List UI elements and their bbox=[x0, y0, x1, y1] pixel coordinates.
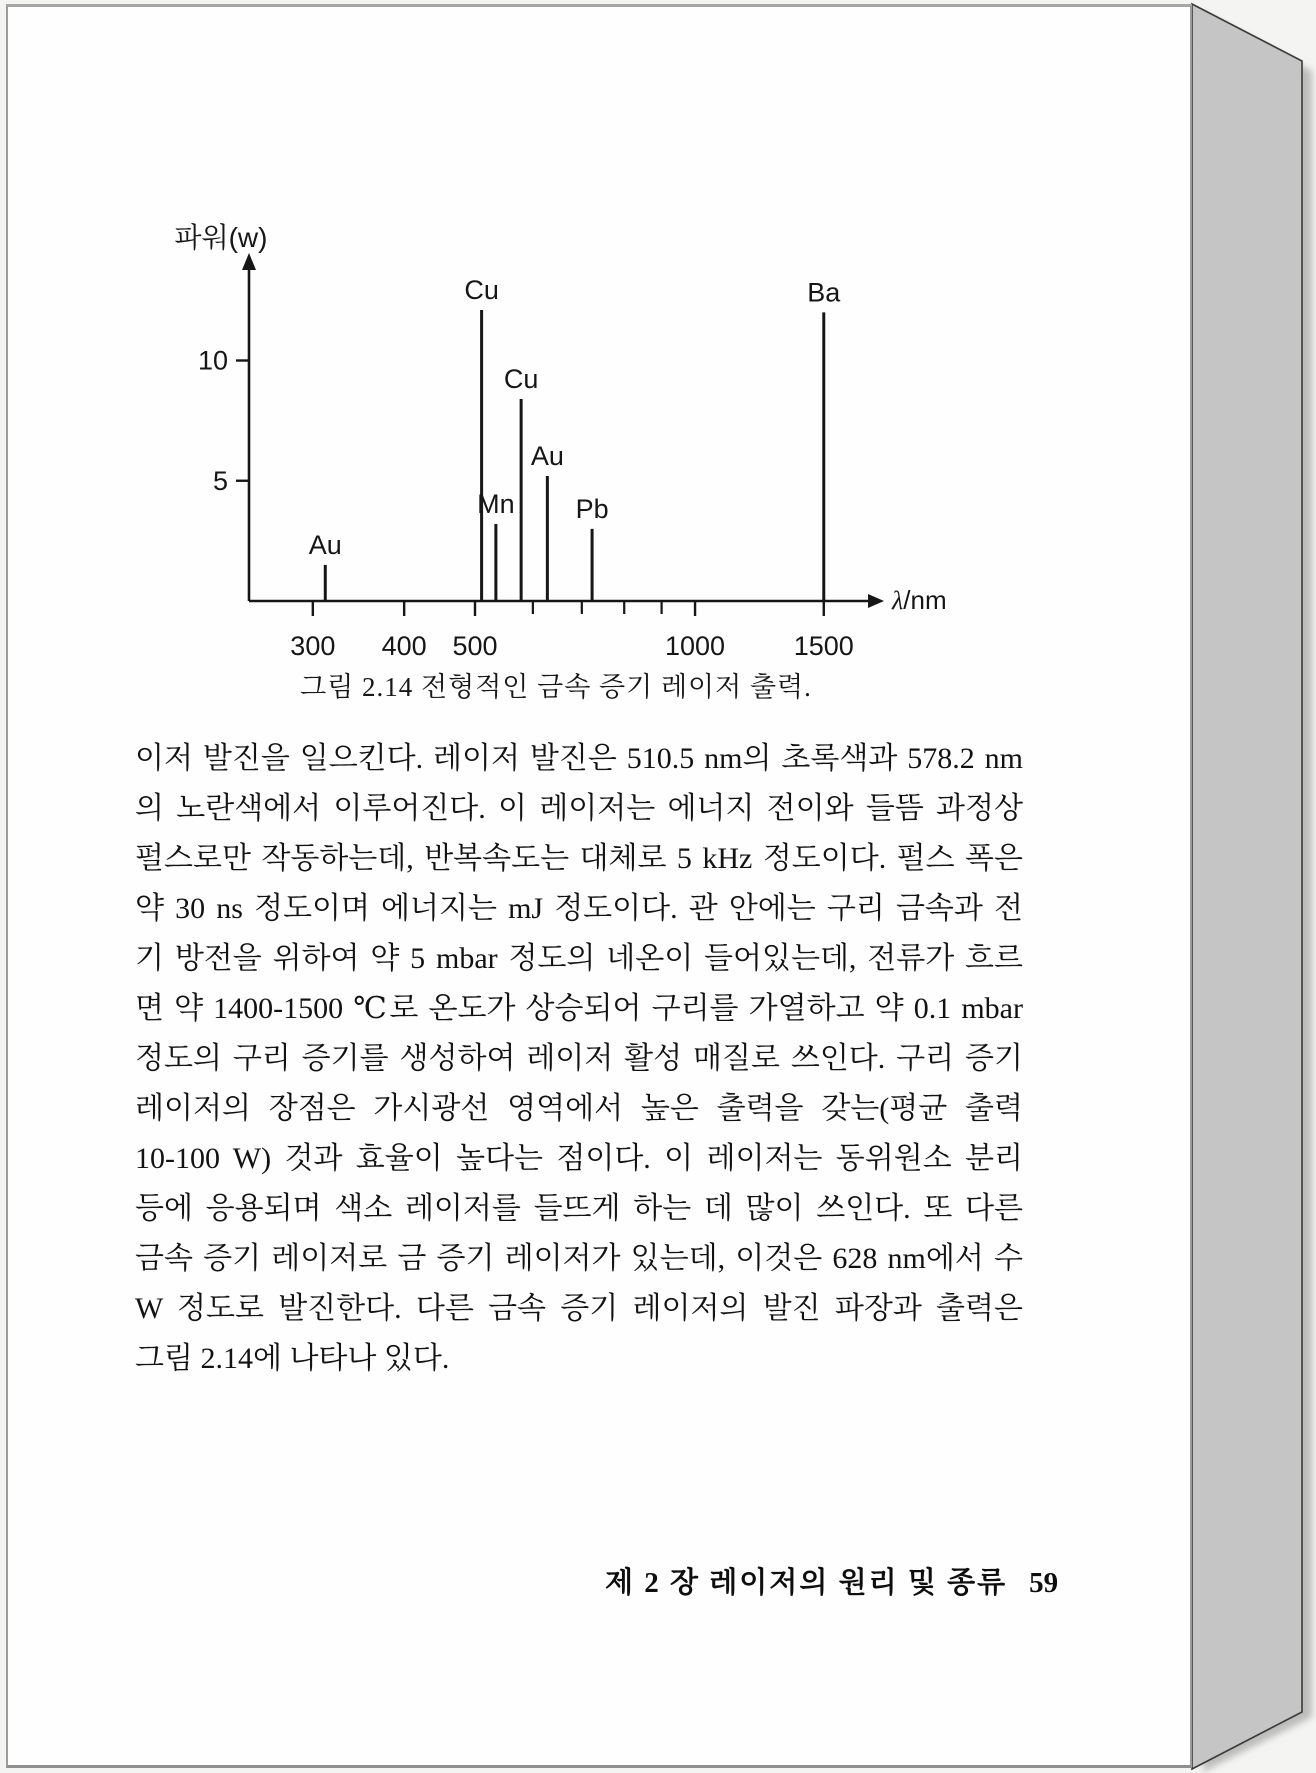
metal-vapor-laser-chart bbox=[8, 7, 1194, 727]
body-line: 10-100 W) 것과 효율이 높다는 점이다. 이 레이저는 동위원소 분리 bbox=[135, 1142, 1023, 1175]
chapter-title: 제 2 장 레이저의 원리 및 종류 bbox=[605, 1567, 1008, 1599]
x-tick-label: 1000 bbox=[665, 631, 726, 661]
page-number: 59 bbox=[1029, 1567, 1059, 1599]
body-line: 레이저의 장점은 가시광선 영역에서 높은 출력을 갖는(평균 출력 bbox=[135, 1092, 1023, 1125]
x-tick-label: 300 bbox=[290, 631, 336, 661]
book-page bbox=[6, 4, 1192, 1768]
body-line: 면 약 1400-1500 ℃로 온도가 상승되어 구리를 가열하고 약 0.1 mbar bbox=[135, 992, 1023, 1025]
x-tick-label: 1500 bbox=[793, 631, 854, 661]
body-line: 약 30 ns 정도이며 에너지는 mJ 정도이다. 관 안에는 구리 금속과 전 bbox=[135, 892, 1023, 925]
x-tick-label: 400 bbox=[381, 631, 427, 661]
x-tick-label: 500 bbox=[452, 631, 498, 661]
book-edge-face bbox=[1192, 4, 1302, 1769]
page-footer bbox=[605, 1560, 1058, 1601]
element-label-ba: Ba bbox=[807, 277, 841, 308]
figure-caption: 그림 2.14 전형적인 금속 증기 레이저 출력. bbox=[300, 672, 812, 702]
y-tick-label: 5 bbox=[212, 465, 228, 496]
element-label-au: Au bbox=[530, 440, 564, 471]
body-line: 이저 발진을 일으킨다. 레이저 발진은 510.5 nm의 초록색과 578.2 nm bbox=[135, 742, 1023, 775]
body-line: 기 방전을 위하여 약 5 mbar 정도의 네온이 들어있는데, 전류가 흐르 bbox=[135, 942, 1023, 975]
body-line: 금속 증기 레이저로 금 증기 레이저가 있는데, 이것은 628 nm에서 수 bbox=[135, 1242, 1023, 1275]
element-label-au: Au bbox=[308, 529, 342, 560]
body-line: 펄스로만 작동하는데, 반복속도는 대체로 5 kHz 정도이다. 펄스 폭은 bbox=[135, 842, 1023, 875]
body-line: 그림 2.14에 나타나 있다. bbox=[135, 1342, 450, 1375]
element-label-cu: Cu bbox=[503, 363, 539, 394]
element-label-mn: Mn bbox=[477, 489, 515, 520]
body-line: 등에 응용되며 색소 레이저를 들뜨게 하는 데 많이 쓰인다. 또 다른 bbox=[135, 1192, 1023, 1225]
body-text bbox=[135, 734, 1023, 1384]
body-line: 정도의 구리 증기를 생성하여 레이저 활성 매질로 쓰인다. 구리 증기 bbox=[135, 1042, 1023, 1075]
y-axis-title: 파워(w) bbox=[174, 222, 268, 253]
element-label-cu: Cu bbox=[464, 274, 499, 305]
body-line: 의 노란색에서 이루어진다. 이 레이저는 에너지 전이와 들뜸 과정상 bbox=[135, 792, 1023, 825]
x-axis-arrowhead bbox=[868, 594, 884, 608]
y-tick-label: 10 bbox=[197, 345, 228, 376]
body-line: W 정도로 발진한다. 다른 금속 증기 레이저의 발진 파장과 출력은 bbox=[135, 1292, 1023, 1325]
element-label-pb: Pb bbox=[575, 493, 609, 524]
x-axis-title: λ/nm bbox=[892, 585, 947, 615]
y-axis-arrowhead bbox=[242, 253, 256, 270]
